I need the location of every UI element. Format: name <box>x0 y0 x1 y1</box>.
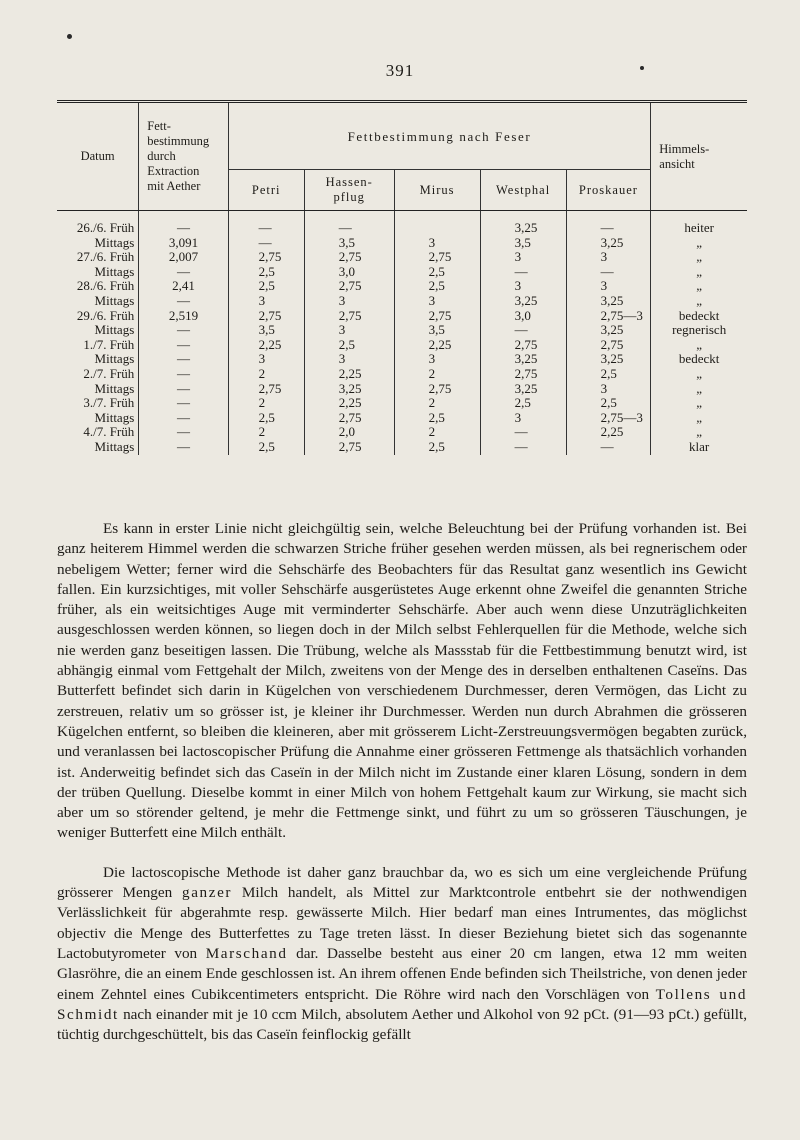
cell-fat: — <box>139 440 228 455</box>
cell-mirus: 2,5 <box>394 440 480 455</box>
cell-petri: 2,5 <box>258 438 275 454</box>
cell-sky: „ <box>651 294 747 309</box>
cell-fat: — <box>139 411 228 426</box>
cell-petri: 2 <box>258 365 266 381</box>
paragraph-lighting: Es kann in erster Linie nicht gleichgültig sein, welche Beleuchtung bei der Prüfung vorhanden ist. Bei ganz heiterem Himmel werden die schwarzen Striche früher gesehen werden müssen, als bei regnerischem oder nebeligem Wetter; ferner wird die Sehschärfe des Beobachters für das Resultat ganz wesentlich ins Gewicht fallen. Ein kurzsichtiges, mit voller Sehschärfe ausgerüstetes Auge erkennt ohne Zweifel die genannten Striche früher, als ein weitsichtiges Auge mit verminderter Sehschärfe. Aber auch wenn diese Unzuträglichkeiten ausgeschlossen werden können, so liegen doch in der Milch selbst Fehlerquellen für die Methode, welche sich nie werden ganz beseitigen lassen. Die Trübung, welche als Massstab für die Fettbestimmung benutzt wird, ist abhängig einmal vom Fettgehalt der Milch, zweitens von der Menge des in derselben enthaltenen Caseïns. Das Butterfett befindet sich darin in Kügelchen von verschiedenem Durchmesser, deren Vermögen, das Licht zu zerstreuen, relativ um so grösser ist, je kleiner ihr Durchmesser. Werden nun durch Abrahmen die grösseren Kügelchen entfernt, so bleiben die kleineren, aber mit grösserem Licht-Zerstreuungsvermögen begabten zurück, und veranlassen bei lactoscopischer Prüfung die Annahme einer grösseren Fettmenge als thatsächlich vorhanden ist. Anderweitig befindet sich das Caseïn in der Milch nicht im Zustande einer klaren Lösung, sondern in dem der trüben Quellung. Dieselbe kommt in einer Milch von hohem Fettgehalt kaum zur Wirkung, sie macht sich aber um so störender geltend, je mehr die Fettmenge sinkt, und führt zu um so grösseren Täuschungen, je weniger Butterfett eine Milch enthält. <box>57 520 747 842</box>
cell-westphal: 2,75 <box>480 338 566 353</box>
cell-westphal: 3,5 <box>480 236 566 251</box>
cell-proskauer: 2,75—3 <box>566 411 651 426</box>
cell-petri: 2 <box>258 395 266 411</box>
cell-fat: 2,519 <box>139 309 228 324</box>
header-fett-extraction: Fett- bestimmung durch Extraction mit Aether <box>139 102 228 211</box>
cell-proskauer: 2,75 <box>566 338 651 353</box>
cell-proskauer: — <box>566 440 651 455</box>
table-row <box>57 367 747 382</box>
cell-mirus: 2,5 <box>394 279 480 294</box>
cell-petri: — <box>258 220 272 235</box>
cell-fat: — <box>139 382 228 397</box>
cell-hassenpflug: 2,75 <box>304 309 394 324</box>
cell-date: Mittags <box>94 351 135 367</box>
cell-mirus: 2,5 <box>394 411 480 426</box>
cell-mirus: 2 <box>394 425 480 440</box>
cell-date: 28./6. Früh <box>76 278 135 294</box>
cell-proskauer: 2,75—3 <box>566 309 651 324</box>
cell-hassenpflug: 2,25 <box>304 367 394 382</box>
cell-westphal: 2,5 <box>480 396 566 411</box>
cell-petri: 3,5 <box>258 322 275 338</box>
cell-petri: 2 <box>258 424 266 440</box>
cell-mirus: 2 <box>394 396 480 411</box>
header-mirus: Mirus <box>394 170 480 211</box>
cell-mirus: 3 <box>394 294 480 309</box>
cell-westphal: 3 <box>480 411 566 426</box>
cell-mirus <box>394 211 480 236</box>
cell-fat: — <box>139 425 228 440</box>
cell-mirus: 2,75 <box>394 382 480 397</box>
cell-sky: bedeckt <box>651 309 747 324</box>
table-row <box>57 236 747 251</box>
cell-date: 2./7. Früh <box>83 365 135 381</box>
table-row <box>57 250 747 265</box>
cell-westphal: 2,75 <box>480 367 566 382</box>
cell-proskauer: 3,25 <box>566 352 651 367</box>
cell-hassenpflug: 2,25 <box>304 396 394 411</box>
cell-date: Mittags <box>94 438 135 454</box>
cell-westphal: — <box>480 425 566 440</box>
cell-hassenpflug: 2,5 <box>304 338 394 353</box>
table-row <box>57 338 747 353</box>
cell-petri: 2,5 <box>258 409 275 425</box>
cell-petri: 2,25 <box>258 336 282 352</box>
cell-fat: — <box>139 211 228 236</box>
table-row <box>57 411 747 426</box>
cell-westphal: 3 <box>480 279 566 294</box>
header-proskauer: Proskauer <box>566 170 651 211</box>
cell-hassenpflug: 3,25 <box>304 382 394 397</box>
cell-fat: — <box>139 352 228 367</box>
cell-date: Mittags <box>94 234 135 250</box>
cell-petri: 2,75 <box>258 380 282 396</box>
cell-petri: 3 <box>258 351 266 367</box>
cell-sky: klar <box>651 440 747 455</box>
cell-fat: — <box>139 294 228 309</box>
header-petri: Petri <box>228 170 304 211</box>
cell-westphal: 3,0 <box>480 309 566 324</box>
cell-mirus: 2,75 <box>394 309 480 324</box>
cell-proskauer: — <box>566 211 651 236</box>
paragraph-lactoscope: Die lactoscopische Methode ist daher ganz brauchbar da, wo es sich um eine vergleichende Prüfung grösserer Mengen ganzer Milch handelt, als Mittel zur Marktcontrole entbehrt sie der nothwendigen Verlässlichkeit für abgerahmte resp. gewässerte Milch. Hier bedarf man eines Intrumentes, das möglichst objectiv die Menge des Butterfettes zu Tage treten lässt. In dieser Beziehung bietet sich das sogenannte Lactobutyrometer von Marschand dar. Dasselbe besteht aus einer 20 cm langen, etwa 12 mm weiten Glasröhre, die an einem Ende geschlossen ist. An ihrem offenen Ende befinden sich Theilstriche, von denen jeder einem Zehntel eines Cubikcentimeters entspricht. Die Röhre wird nach den Vorschlägen von Tollens und Schmidt nach einander mit je 10 ccm Milch, absolutem Aether und Alkohol von 92 pCt. (91—93 pCt.) gefüllt, tüchtig durchgeschüttelt, bis das Caseïn feinflockig gefällt <box>57 863 748 1044</box>
cell-hassenpflug: 3 <box>304 352 394 367</box>
table-row <box>57 352 747 367</box>
table-row <box>57 425 747 440</box>
cell-sky: „ <box>651 396 747 411</box>
table-row <box>57 382 747 397</box>
cell-date: Mittags <box>94 409 135 425</box>
cell-date: 26./6. Früh <box>76 220 135 235</box>
cell-hassenpflug: 2,75 <box>304 411 394 426</box>
cell-date: 4./7. Früh <box>83 424 135 440</box>
cell-mirus: 2,25 <box>394 338 480 353</box>
cell-mirus: 2,75 <box>394 250 480 265</box>
cell-sky: regnerisch <box>651 323 747 338</box>
cell-sky: „ <box>651 265 747 280</box>
table-row <box>57 265 747 280</box>
cell-sky: „ <box>651 250 747 265</box>
cell-date: 1./7. Früh <box>83 336 135 352</box>
cell-proskauer: 2,5 <box>566 367 651 382</box>
table-row <box>57 294 747 309</box>
table-row <box>57 309 747 324</box>
table-row <box>57 211 747 236</box>
cell-fat: — <box>139 367 228 382</box>
cell-fat: 3,091 <box>139 236 228 251</box>
cell-mirus: 2 <box>394 367 480 382</box>
cell-proskauer: 3 <box>566 250 651 265</box>
cell-fat: 2,007 <box>139 250 228 265</box>
cell-proskauer: 2,25 <box>566 425 651 440</box>
cell-sky: „ <box>651 367 747 382</box>
cell-westphal: — <box>480 265 566 280</box>
cell-fat: — <box>139 338 228 353</box>
cell-petri: 2,75 <box>258 249 282 265</box>
cell-sky: „ <box>651 382 747 397</box>
header-datum: Datum <box>57 102 139 211</box>
cell-date: Mittags <box>94 380 135 396</box>
cell-mirus: 2,5 <box>394 265 480 280</box>
cell-petri: 2,5 <box>258 263 275 279</box>
cell-sky: „ <box>651 279 747 294</box>
cell-date: 27./6. Früh <box>76 249 135 265</box>
cell-mirus: 3,5 <box>394 323 480 338</box>
cell-date: Mittags <box>94 263 135 279</box>
cell-date: 3./7. Früh <box>83 395 135 411</box>
cell-mirus: 3 <box>394 352 480 367</box>
cell-westphal: — <box>480 440 566 455</box>
cell-fat: — <box>139 265 228 280</box>
cell-hassenpflug: 3,0 <box>304 265 394 280</box>
cell-sky: bedeckt <box>651 352 747 367</box>
cell-petri: 2,5 <box>258 278 275 294</box>
cell-hassenpflug: 3 <box>304 323 394 338</box>
header-westphal: Westphal <box>480 170 566 211</box>
cell-westphal: 3,25 <box>480 352 566 367</box>
cell-date: Mittags <box>94 322 135 338</box>
table-row <box>57 440 747 455</box>
cell-fat: 2,41 <box>139 279 228 294</box>
cell-sky: „ <box>651 411 747 426</box>
cell-westphal: — <box>480 323 566 338</box>
cell-date: Mittags <box>94 292 135 308</box>
emphasis-ganzer: ganzer <box>182 884 233 902</box>
cell-petri: 2,75 <box>258 307 282 323</box>
cell-sky: „ <box>651 338 747 353</box>
cell-hassenpflug: 2,75 <box>304 279 394 294</box>
cell-hassenpflug: — <box>304 211 394 236</box>
cell-proskauer: 3,25 <box>566 294 651 309</box>
cell-westphal: 3,25 <box>480 294 566 309</box>
cell-sky: heiter <box>651 211 747 236</box>
fat-determination-table <box>57 100 747 455</box>
cell-petri: — <box>258 234 272 250</box>
cell-sky: „ <box>651 425 747 440</box>
header-feser: Fettbestimmung nach Feser <box>228 102 651 170</box>
cell-date: 29./6. Früh <box>76 307 135 323</box>
cell-hassenpflug: 3 <box>304 294 394 309</box>
body-text <box>57 519 747 1045</box>
cell-petri: 3 <box>258 292 266 308</box>
table-row <box>57 279 747 294</box>
cell-fat: — <box>139 396 228 411</box>
cell-sky: „ <box>651 236 747 251</box>
cell-proskauer: 3,25 <box>566 323 651 338</box>
cell-fat: — <box>139 323 228 338</box>
page-number: 391 <box>385 61 415 80</box>
cell-mirus: 3 <box>394 236 480 251</box>
table-row <box>57 323 747 338</box>
cell-proskauer: 3,25 <box>566 236 651 251</box>
cell-westphal: 3 <box>480 250 566 265</box>
cell-proskauer: 3 <box>566 279 651 294</box>
name-tollens-schmidt: Tollens und Schmidt <box>57 985 748 1023</box>
table-row <box>57 396 747 411</box>
header-hassenpflug: Hassen- pflug <box>304 170 394 211</box>
header-himmelsansicht: Himmels- ansicht <box>651 102 747 211</box>
cell-hassenpflug: 2,0 <box>304 425 394 440</box>
cell-proskauer: 3 <box>566 382 651 397</box>
cell-proskauer: 2,5 <box>566 396 651 411</box>
cell-westphal: 3,25 <box>480 382 566 397</box>
cell-hassenpflug: 2,75 <box>304 250 394 265</box>
ink-speck <box>67 34 72 39</box>
cell-proskauer: — <box>566 265 651 280</box>
name-marschand: Marschand <box>205 944 288 962</box>
cell-westphal: 3,25 <box>480 211 566 236</box>
cell-hassenpflug: 3,5 <box>304 236 394 251</box>
table-body <box>57 211 747 455</box>
cell-hassenpflug: 2,75 <box>304 440 394 455</box>
